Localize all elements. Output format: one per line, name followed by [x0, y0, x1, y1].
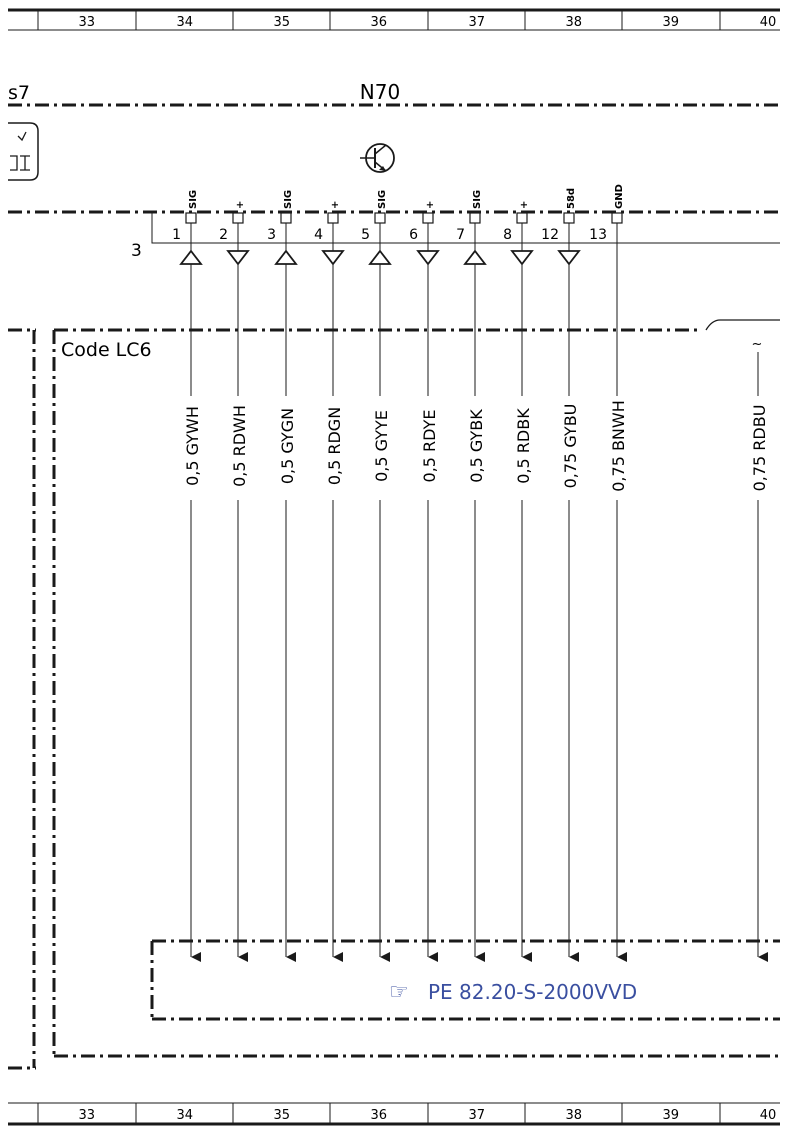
- pin-2: [219, 201, 249, 957]
- pin-7: [456, 190, 486, 957]
- pointing-hand-icon: ☞: [389, 980, 409, 1005]
- pin-number: 4: [314, 227, 323, 243]
- pin-function-label: SIG: [377, 189, 388, 209]
- ruler-column-label: 36: [370, 1108, 388, 1123]
- signal-direction-up-icon: [181, 251, 201, 264]
- wire-label: 0,75 RDBU: [750, 404, 769, 492]
- wire-label: 0,75 BNWH: [609, 400, 628, 492]
- left-component-label: s7: [8, 82, 30, 104]
- wire-label: 0,5 RDBK: [514, 408, 533, 484]
- signal-direction-down-icon: [559, 251, 579, 264]
- signal-direction-up-icon: [370, 251, 390, 264]
- ruler-column-label: 39: [662, 1108, 680, 1123]
- ruler-column-label: 35: [273, 15, 291, 30]
- pin-number: 6: [409, 227, 418, 243]
- ruler-column-label: 38: [565, 15, 583, 30]
- ruler-column-label: 33: [78, 15, 96, 30]
- pin-3: [267, 190, 297, 957]
- pin-contact: [470, 213, 480, 223]
- pin-function-label: +: [235, 200, 246, 209]
- component-id: N70: [359, 80, 401, 104]
- pin-contact: [375, 213, 385, 223]
- wire-label: 0,5 RDWH: [230, 405, 249, 487]
- pin-contact: [186, 213, 196, 223]
- pin-contact: [517, 213, 527, 223]
- pin-function-label: +: [519, 200, 530, 209]
- pin-contact: [328, 213, 338, 223]
- pin-function-label: 58d: [566, 187, 577, 209]
- ruler-column-label: 37: [468, 1108, 486, 1123]
- signal-direction-up-icon: [465, 251, 485, 264]
- pin-function-label: +: [330, 200, 341, 209]
- ruler-column-label: 34: [176, 15, 194, 30]
- pin-contact: [423, 213, 433, 223]
- pin-5: [361, 190, 391, 957]
- bottom-ruler: [8, 1103, 780, 1124]
- pin-function-label: SIG: [472, 189, 483, 209]
- left-device-icon: [8, 123, 38, 180]
- ruler-column-label: 35: [273, 1108, 291, 1123]
- wire-label: 0,5 RDYE: [420, 409, 439, 483]
- ruler-column-label: 36: [370, 15, 388, 30]
- pin-number: 7: [456, 227, 465, 243]
- pin-contact: [612, 213, 622, 223]
- signal-direction-up-icon: [276, 251, 296, 264]
- signal-direction-down-icon: [228, 251, 248, 264]
- extra-wire: [750, 337, 769, 957]
- pin-4: [314, 201, 344, 957]
- pin-6: [409, 201, 439, 957]
- pin-contact: [281, 213, 291, 223]
- ruler-column-label: 40: [759, 1108, 777, 1123]
- pin-function-label: SIG: [188, 189, 199, 209]
- pin-number: 8: [503, 227, 512, 243]
- pin-8: [503, 201, 533, 957]
- ruler-column-label: 38: [565, 1108, 583, 1123]
- pin-function-label: SIG: [283, 189, 294, 209]
- connector-outline: [152, 212, 780, 243]
- wire-label: 0,75 GYBU: [561, 403, 580, 489]
- pin-contact: [233, 213, 243, 223]
- signal-direction-down-icon: [512, 251, 532, 264]
- code-region-label: Code LC6: [61, 339, 152, 361]
- wire-label: 0,5 RDGN: [325, 406, 344, 486]
- pin-number: 2: [219, 227, 228, 243]
- ruler-column-label: 33: [78, 1108, 96, 1123]
- ruler-column-label: 34: [176, 1108, 194, 1123]
- pin-number: 3: [267, 227, 276, 243]
- pin-1: [172, 190, 202, 957]
- pin-13: [589, 184, 628, 957]
- wire-label: 0,5 GYGN: [278, 407, 297, 485]
- pin-12: [541, 188, 580, 957]
- wire-label: 0,5 GYWH: [183, 406, 202, 486]
- signal-direction-down-icon: [323, 251, 343, 264]
- code-region: [8, 320, 780, 1068]
- pin-number: 13: [589, 227, 607, 243]
- ruler-column-label: 39: [662, 15, 680, 30]
- pin-number: 5: [361, 227, 370, 243]
- wire-label: 0,5 GYYE: [372, 410, 391, 482]
- transistor-icon: [360, 144, 394, 172]
- pin-contact: [564, 213, 574, 223]
- pin-function-label: +: [425, 200, 436, 209]
- signal-direction-down-icon: [418, 251, 438, 264]
- pin-number: 12: [541, 227, 559, 243]
- ruler-column-label: 40: [759, 15, 777, 30]
- ruler-column-label: 37: [468, 15, 486, 30]
- pin-function-label: GND: [614, 184, 625, 209]
- pins-layer: [172, 184, 628, 957]
- wire-label: 0,5 GYBK: [467, 409, 486, 483]
- top-ruler: [8, 10, 780, 30]
- pin-number: 1: [172, 227, 181, 243]
- connector-number: 3: [131, 241, 142, 261]
- reference-link[interactable]: PE 82.20-S-2000VVD: [428, 980, 638, 1004]
- wire-break-symbol: ~: [751, 337, 763, 352]
